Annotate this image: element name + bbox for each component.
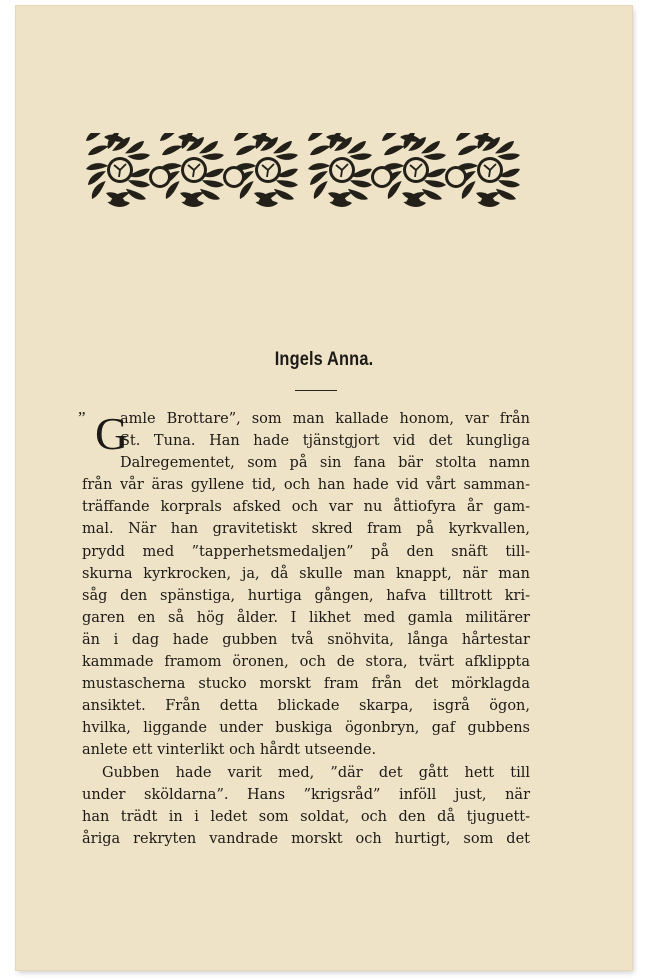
text-line: mustascherna stucko morskt fram från det mörklagda bbox=[82, 676, 530, 693]
text-line: kammade framom öronen, och de stora, tvärt afklippta bbox=[82, 654, 530, 671]
book-page bbox=[16, 6, 632, 970]
text-line: anlete ett vinterlikt och hårdt utseende. bbox=[82, 742, 377, 759]
text-line: än i dag hade gubben två snöhvita, långa hårtestar bbox=[82, 631, 530, 648]
text-line: skurna kyrkrocken, ja, då skulle man knappt, när man bbox=[82, 565, 530, 582]
title-divider bbox=[295, 390, 337, 391]
body-text bbox=[78, 408, 530, 850]
text-line: åriga rekryten vandrade morskt och hurtigt, som det bbox=[82, 830, 530, 847]
leaf-vine-ornament-icon bbox=[84, 133, 526, 207]
drop-cap-letter: G bbox=[95, 408, 129, 459]
text-line: mal. När han gravitetiskt skred fram på kyrkvallen, bbox=[82, 521, 530, 538]
text-line: St. Tuna. Han hade tjänstgjort vid det kungliga bbox=[120, 433, 530, 450]
opening-quote: ” bbox=[78, 408, 86, 427]
chapter-title: Ingels Anna. bbox=[274, 349, 374, 370]
text-line: hvilka, liggande under buskiga ögonbryn, gaf gubbens bbox=[82, 720, 530, 737]
text-line: ansiktet. Från detta blickade skarpa, isgrå ögon, bbox=[82, 698, 530, 715]
text-line: amle Brottare”, som man kallade honom, var från bbox=[120, 411, 530, 427]
text-line: garen en så hög ålder. I likhet med gamla militärer bbox=[82, 609, 530, 626]
text-line: träffande korprals afsked och var nu åttiofyra år gam- bbox=[82, 499, 530, 516]
text-line: Gubben hade varit med, ”där det gått hett till bbox=[102, 764, 530, 781]
text-line: såg den spänstiga, hurtiga gången, hafva tilltrott kri- bbox=[82, 587, 530, 604]
text-line: från vår äras gyllene tid, och han hade vid vårt samman- bbox=[82, 477, 530, 494]
floral-ornament-band bbox=[84, 133, 526, 207]
text-line: prydd med ”tapperhetsmedaljen” på den snäft till- bbox=[82, 543, 530, 560]
text-line: under sköldarna”. Hans ”krigsråd” inföll just, när bbox=[82, 786, 530, 803]
text-line: han trädt in i ledet som soldat, och den då tjuguett- bbox=[82, 808, 530, 825]
text-line: Dalregementet, som på sin fana bär stolta namn bbox=[120, 455, 530, 472]
